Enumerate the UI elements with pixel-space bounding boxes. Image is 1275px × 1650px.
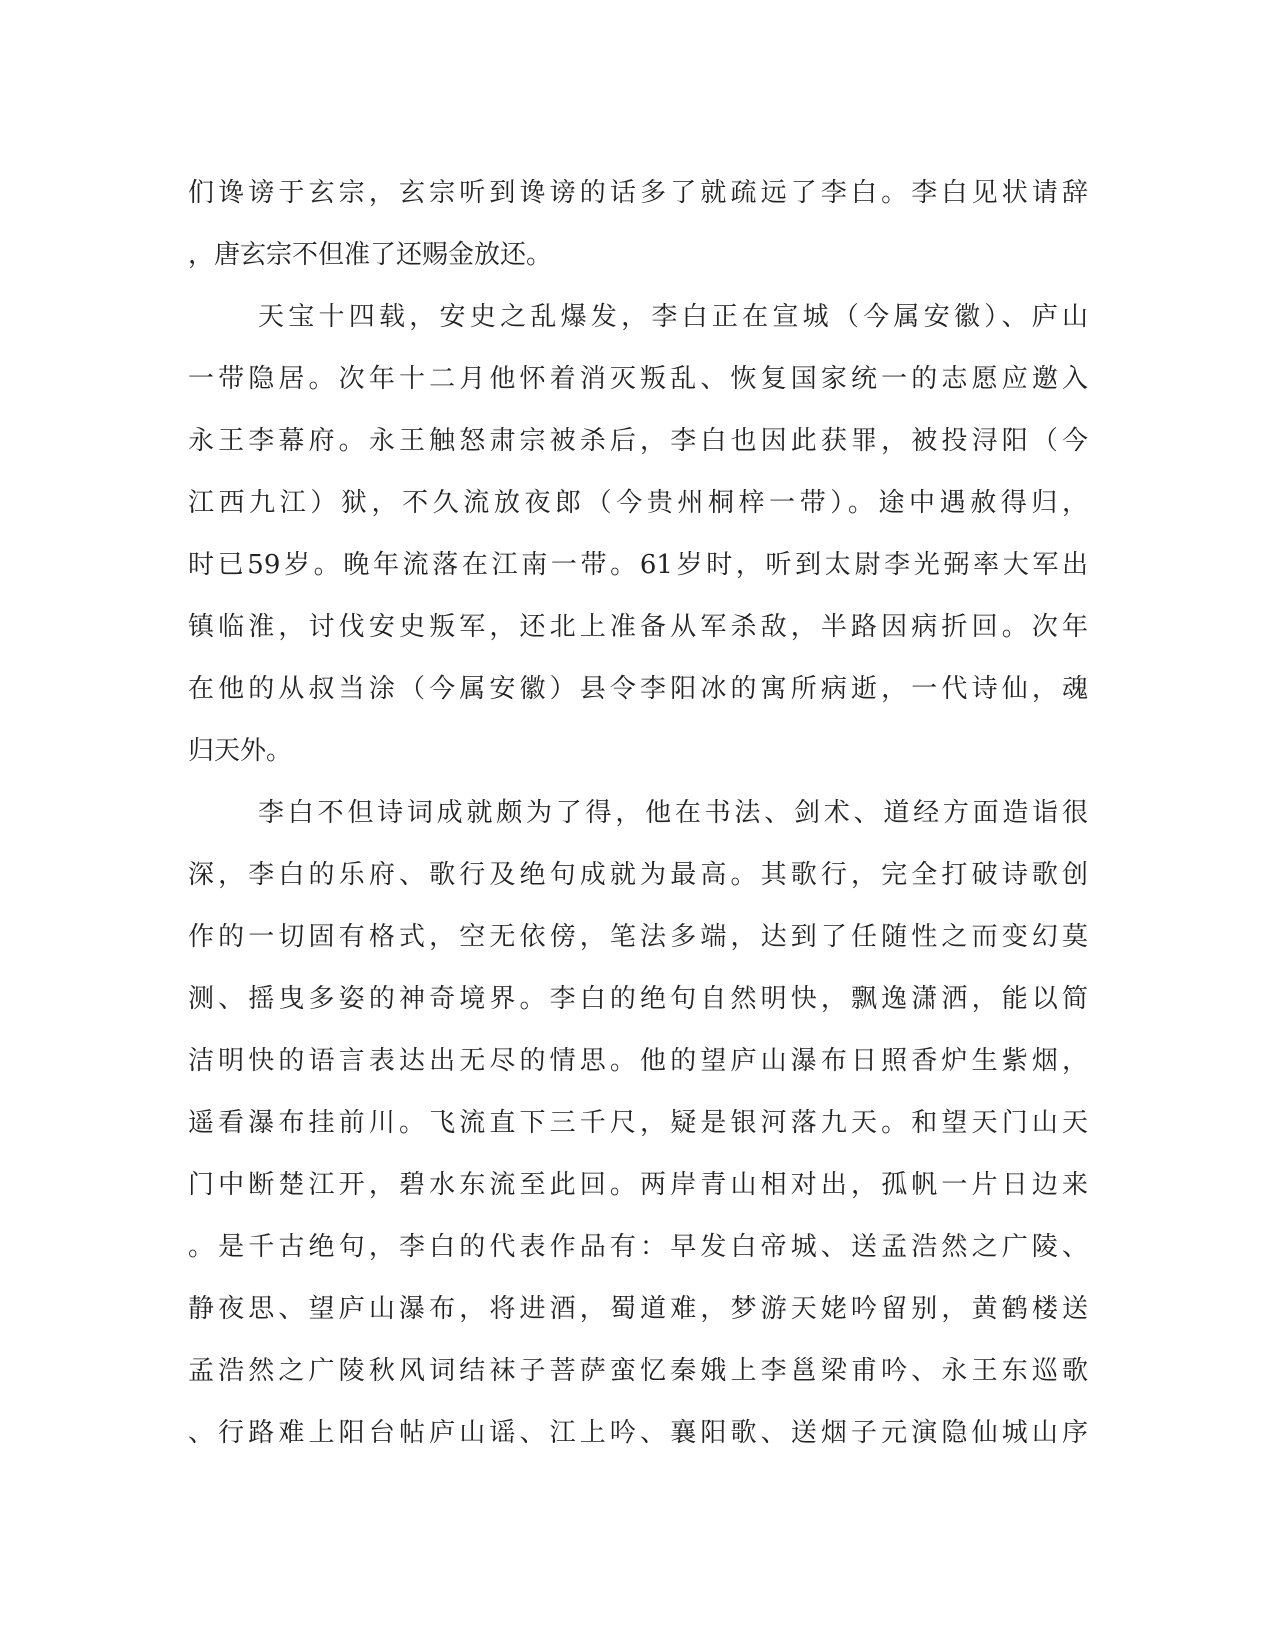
text-line: 作的一切固有格式，空无依傍，笔法多端，达到了任随性之而变幻莫: [188, 922, 1088, 952]
text-line: ，唐玄宗不但准了还赐金放还。: [188, 240, 553, 270]
text-line: 、行路难上阳台帖庐山谣、江上吟、襄阳歌、送烟子元演隐仙城山序: [188, 1418, 1088, 1448]
text-line: 时已59岁。晚年流落在江南一带。61岁时，听到太尉李光弼率大军出: [188, 550, 1088, 580]
text-line: 镇临淮，讨伐安史叛军，还北上准备从军杀敌，半路因病折回。次年: [188, 612, 1088, 642]
text-line: 门中断楚江开，碧水东流至此回。两岸青山相对出，孤帆一片日边来: [188, 1170, 1088, 1200]
text-line: 。是千古绝句，李白的代表作品有：早发白帝城、送孟浩然之广陵、: [188, 1232, 1088, 1262]
paragraph-2: [188, 286, 1088, 782]
text-line: 测、摇曳多姿的神奇境界。李白的绝句自然明快，飘逸潇洒，能以简: [188, 984, 1088, 1014]
text-line: 归天外。: [188, 736, 293, 766]
text-line: 一带隐居。次年十二月他怀着消灭叛乱、恢复国家统一的志愿应邀入: [188, 364, 1088, 394]
paragraph-1: [188, 162, 1088, 286]
text-line: 们谗谤于玄宗，玄宗听到谗谤的话多了就疏远了李白。李白见状请辞: [188, 178, 1088, 208]
text-line: 深，李白的乐府、歌行及绝句成就为最高。其歌行，完全打破诗歌创: [188, 860, 1088, 890]
text-line: 天宝十四载，安史之乱爆发，李白正在宣城（今属安徽）、庐山: [258, 302, 1088, 332]
text-line: 静夜思、望庐山瀑布，将进酒，蜀道难，梦游天姥吟留别，黄鹤楼送: [188, 1294, 1088, 1324]
text-line: 李白不但诗词成就颇为了得，他在书法、剑术、道经方面造诣很: [258, 798, 1088, 828]
text-line: 永王李幕府。永王触怒肃宗被杀后，李白也因此获罪，被投浔阳（今: [188, 426, 1088, 456]
body-text: [188, 162, 1088, 1464]
paragraph-3: [188, 782, 1088, 1464]
text-line: 在他的从叔当涂（今属安徽）县令李阳冰的寓所病逝，一代诗仙，魂: [188, 674, 1088, 704]
text-line: 遥看瀑布挂前川。飞流直下三千尺，疑是银河落九天。和望天门山天: [188, 1108, 1088, 1138]
text-line: 江西九江）狱，不久流放夜郎（今贵州桐梓一带）。途中遇赦得归，: [188, 488, 1088, 518]
text-line: 孟浩然之广陵秋风词结袜子菩萨蛮忆秦娥上李邕梁甫吟、永王东巡歌: [188, 1356, 1088, 1386]
text-line: 洁明快的语言表达出无尽的情思。他的望庐山瀑布日照香炉生紫烟，: [188, 1046, 1088, 1076]
